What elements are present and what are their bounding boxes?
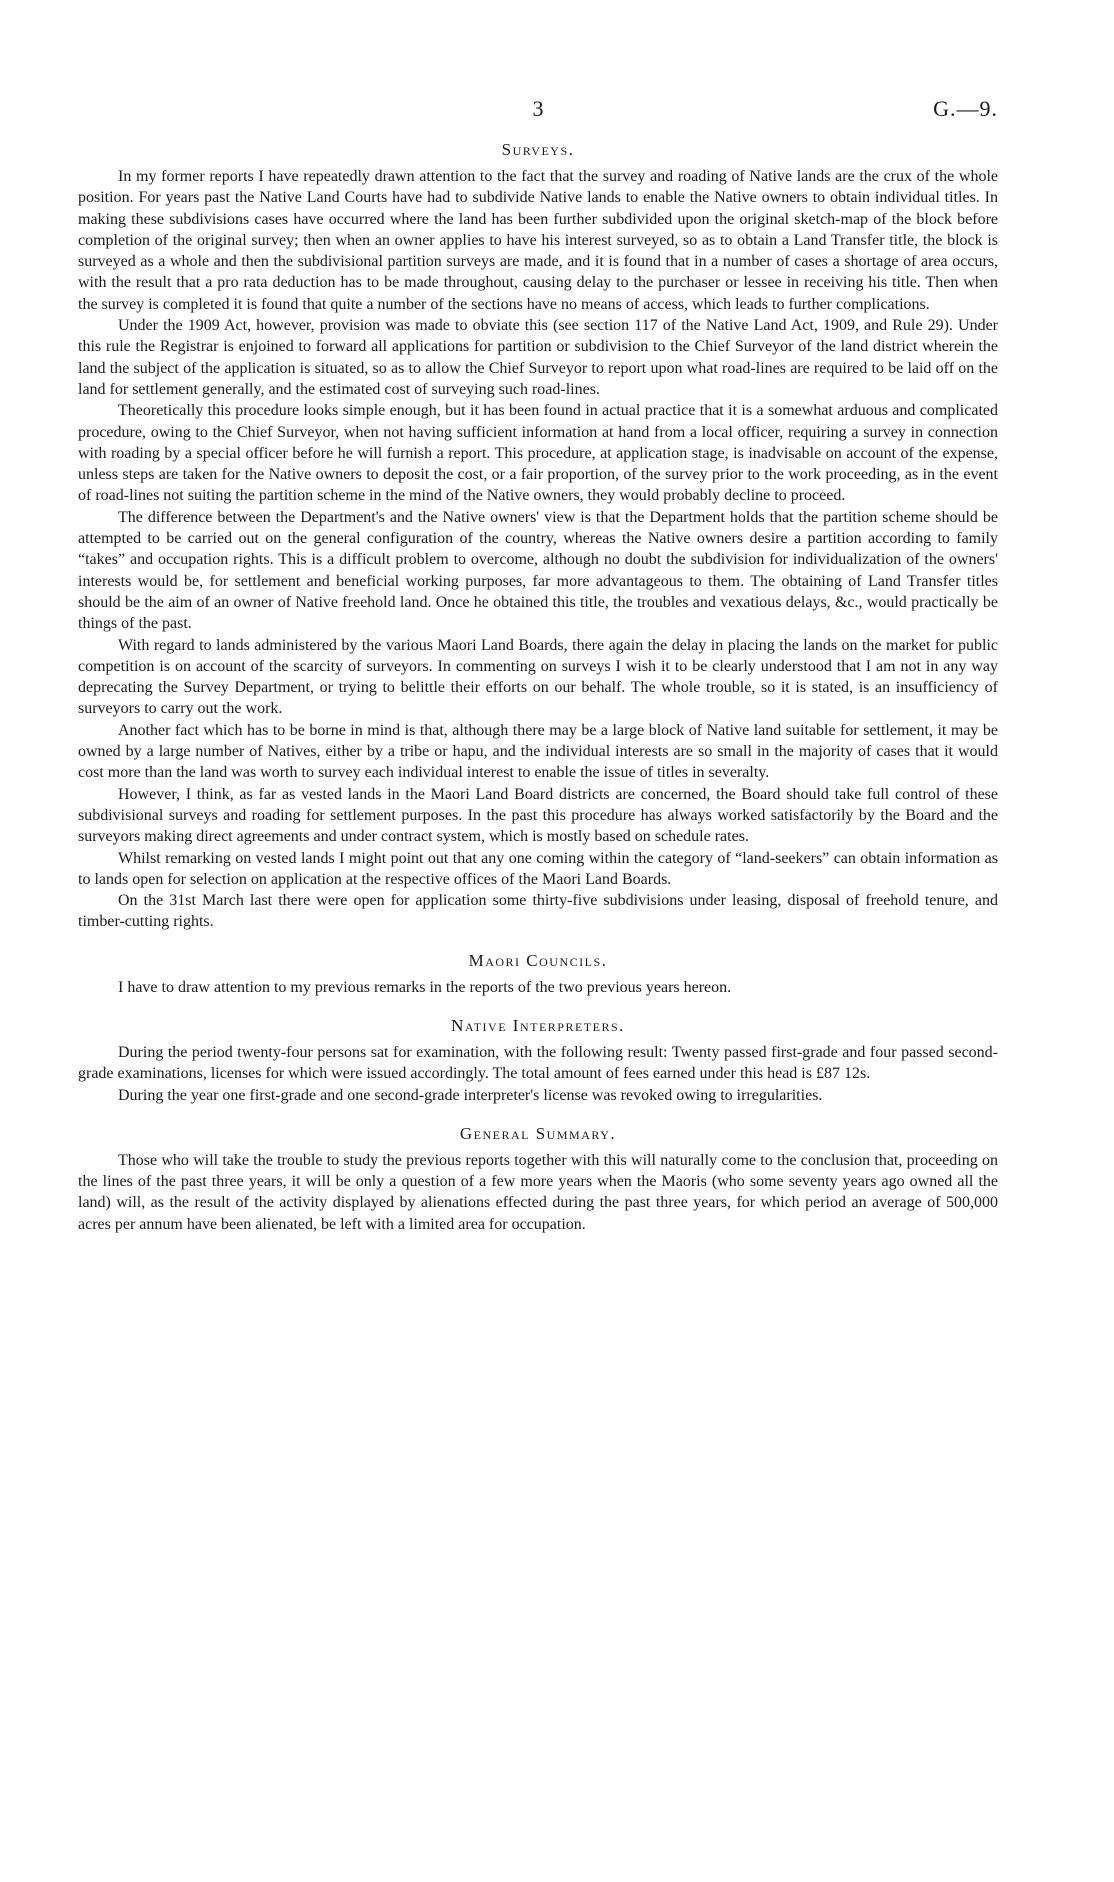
page-number: 3	[532, 96, 544, 121]
page-header	[78, 96, 998, 126]
paragraph: The difference between the Department's and the Native owners' view is that the Department holds that the partition scheme should be attempted to be carried out on the general configuration of the country, whereas the Native owners desire a partition according to family “takes” and occupation rights. This is a difficult problem to overcome, although no doubt the subdivision for individualization of the owners' interests would be, for settlement and beneficial working purposes, far more advantageous to them. The obtaining of Land Transfer titles should be the aim of an owner of Native freehold land. Once he obtained this title, the troubles and vexatious delays, &c., would practically be things of the past.	[78, 508, 998, 633]
section-general-summary	[78, 1124, 998, 1235]
section-heading: Surveys.	[501, 140, 575, 159]
paragraph: In my former reports I have repeatedly drawn attention to the fact that the survey and roading of Native lands are the crux of the whole position. For years past the Native Land Courts have had to subdivide Native lands to enable the Native owners to obtain individual titles. In making these subdivisions cases have occurred where the land has been further subdivided upon the original sketch-map of the block before completion of the original survey; then when an owner applies to have his interest surveyed, so as to obtain a Land Transfer title, the block is surveyed as a whole and then the subdivisional partition surveys are made, and it is found that in a number of cases a shortage of area occurs, with the result that a pro rata deduction has to be made throughout, causing delay to the purchaser or lessee in receiving his title. Then when the survey is completed it is found that quite a number of the sections have no means of access, which leads to further complications.	[78, 168, 998, 313]
document-reference: G.—9.	[933, 96, 998, 121]
paragraph: Whilst remarking on vested lands I might point out that any one coming within the category of “land-seekers” can obtain information as to lands open for selection on application at the respective offices of the Maori Land Boards.	[78, 849, 998, 888]
section-maori-councils	[78, 951, 998, 998]
paragraph: Under the 1909 Act, however, provision was made to obviate this (see section 117 of the Native Land Act, 1909, and Rule 29). Under this rule the Registrar is enjoined to forward all applications for partition or subdivision to the Chief Surveyor of the land district wherein the land the subject of the application is situated, so as to allow the Chief Surveyor to report upon what road-lines are required to be laid off on the land for settlement generally, and the estimated cost of surveying such road-lines.	[78, 317, 998, 398]
document-page	[78, 96, 998, 1235]
paragraph: On the 31st March last there were open for application some thirty-five subdivisions under leasing, disposal of freehold tenure, and timber-cutting rights.	[78, 892, 998, 931]
section-surveys	[78, 140, 998, 933]
paragraph: During the year one first-grade and one second-grade interpreter's license was revoked owing to irregularities.	[118, 1086, 823, 1104]
paragraph: Another fact which has to be borne in mind is that, although there may be a large block of Native land suitable for settlement, it may be owned by a large number of Natives, either by a tribe or hapu, and the individual interests are so small in the majority of cases that it would cost more than the land was worth to survey each individual interest to enable the issue of titles in severalty.	[78, 721, 998, 782]
paragraph: Theoretically this procedure looks simple enough, but it has been found in actual practice that it is a somewhat arduous and complicated procedure, owing to the Chief Surveyor, when not having sufficient information at hand from a local officer, requiring a survey in connection with roading by a special officer before he will furnish a report. This procedure, at application stage, is inadvisable on account of the expense, unless steps are taken for the Native owners to deposit the cost, or a fair proportion, of the survey prior to the work proceeding, as in the event of road-lines not suiting the partition scheme in the mind of the Native owners, they would probably decline to proceed.	[78, 402, 998, 505]
section-native-interpreters	[78, 1016, 998, 1106]
paragraph: With regard to lands administered by the various Maori Land Boards, there again the delay in placing the lands on the market for public competition is on account of the scarcity of surveyors. In commenting on surveys I wish it to be clearly understood that I am not in any way deprecating the Survey Department, or trying to belittle their efforts on our behalf. The whole trouble, so it is stated, is an insufficiency of surveyors to carry out the work.	[78, 636, 998, 718]
paragraph: Those who will take the trouble to study the previous reports together with this will naturally come to the conclusion that, proceeding on the lines of the past three years, it will be only a question of a few more years when the Maoris (who some seventy years ago owned all the land) will, as the result of the activity displayed by alienations effected during the past three years, for which period an average of 500,000 acres per annum have been alienated, be left with a limited area for occupation.	[78, 1151, 998, 1233]
section-heading: Native Interpreters.	[451, 1015, 625, 1035]
paragraph: However, I think, as far as vested lands in the Maori Land Board districts are concerned, the Board should take full control of these subdivisional surveys and roading for settlement purposes. In the past this procedure has always worked satisfactorily by the Board and the surveyors making direct agreements and under contract system, which is mostly based on schedule rates.	[78, 785, 998, 846]
paragraph: I have to draw attention to my previous remarks in the reports of the two previous years hereon.	[118, 978, 732, 996]
section-heading: Maori Councils.	[468, 950, 608, 970]
paragraph: During the period twenty-four persons sat for examination, with the following result: Twenty passed first-grade and four passed second-grade examinations, licenses for which were issued accordingly. The total amount of fees earned under this head is £87 12s.	[78, 1043, 998, 1083]
section-heading: General Summary.	[459, 1123, 617, 1143]
